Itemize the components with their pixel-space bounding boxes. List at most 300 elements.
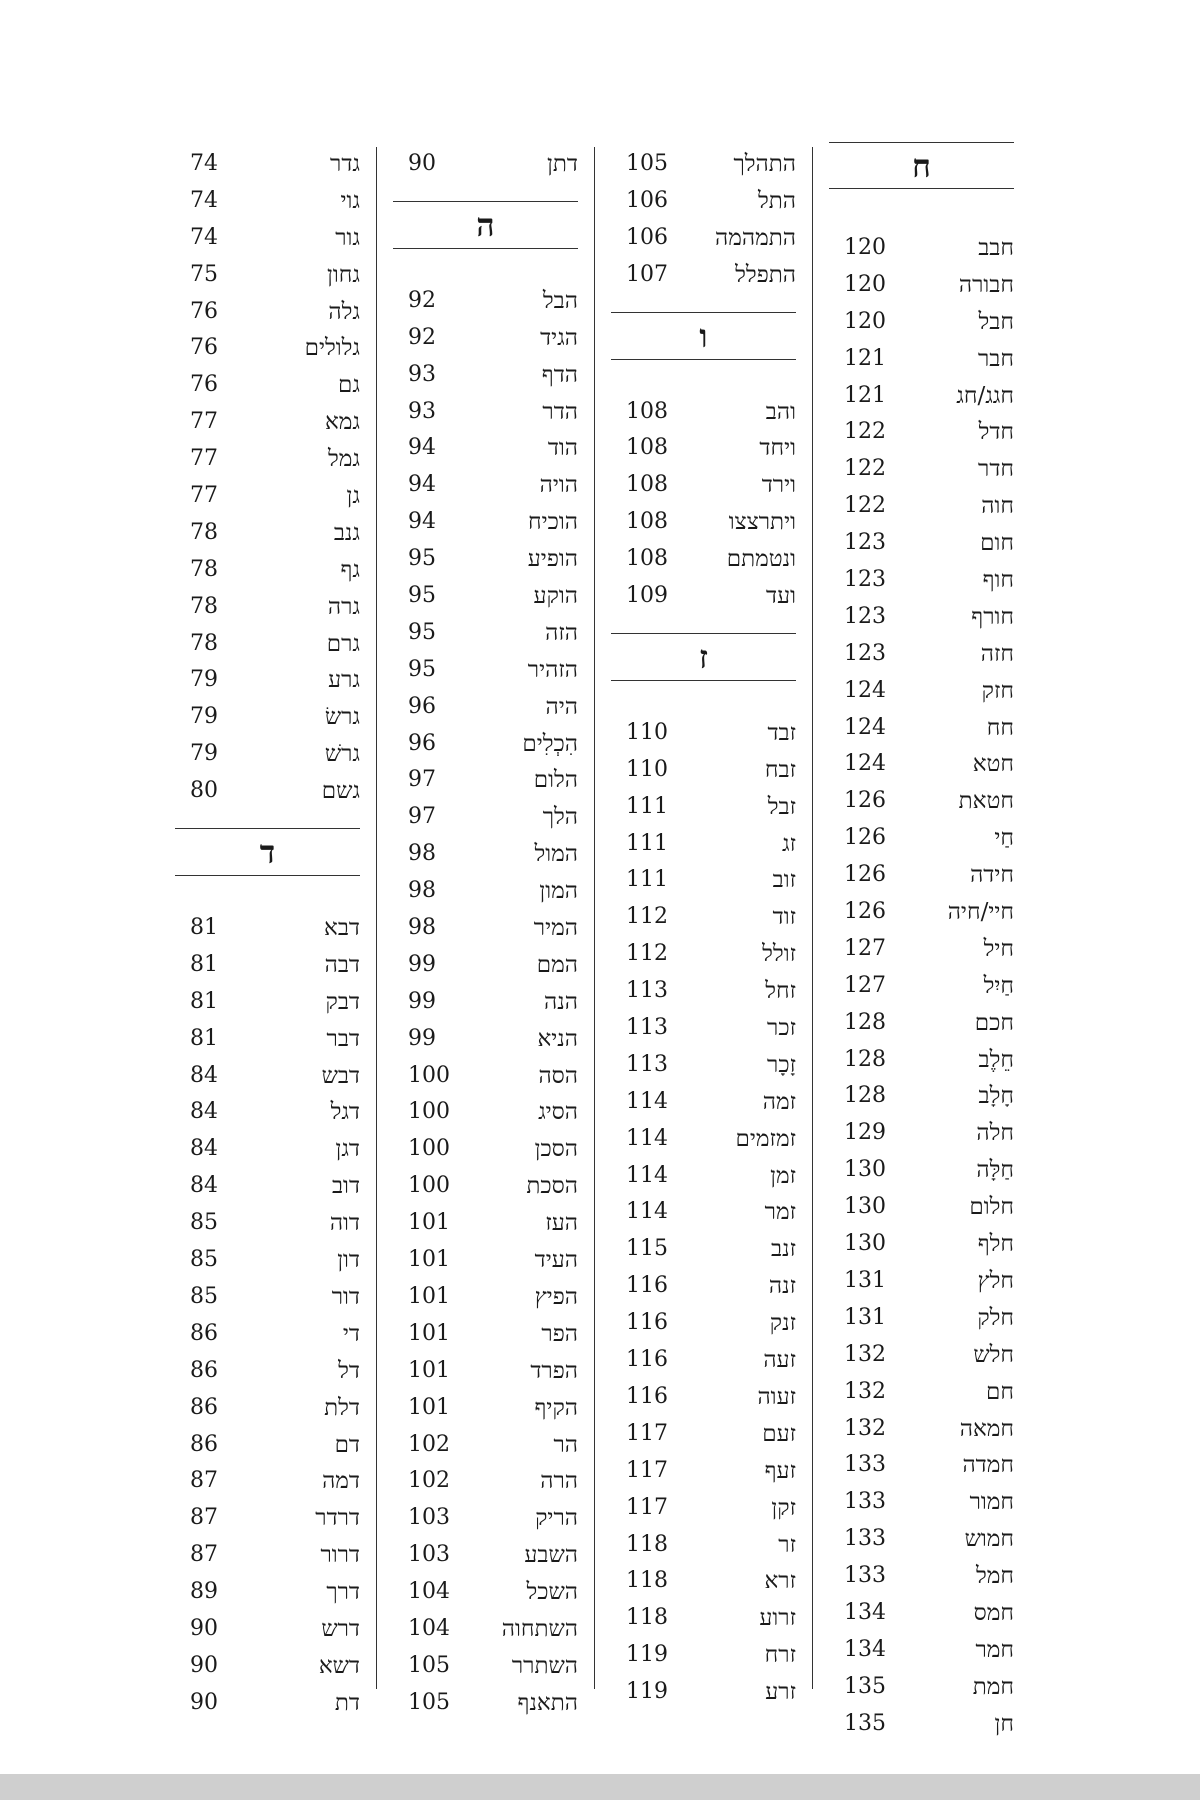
entry-word: חמוש <box>964 1526 1014 1553</box>
entry-page-number: 90 <box>408 151 436 176</box>
entry-word: גנב <box>333 519 360 546</box>
entry-word: המול <box>534 841 578 868</box>
entry-page-number: 87 <box>190 1468 218 1494</box>
entry-word: השכל <box>526 1579 578 1606</box>
entry-page-number: 101 <box>408 1394 450 1420</box>
entry-page-number: 105 <box>408 1689 450 1715</box>
index-entry <box>393 283 578 320</box>
header-rule <box>393 248 578 249</box>
entry-word: חטאת <box>958 788 1014 815</box>
entry-page-number: 84 <box>190 1099 218 1125</box>
index-entry <box>611 862 796 899</box>
entry-page-number: 113 <box>626 1015 668 1041</box>
entry-page-number: 118 <box>626 1568 668 1594</box>
entry-word: זמה <box>762 1088 796 1115</box>
entry-page-number: 108 <box>626 435 668 461</box>
entry-page-number: 90 <box>190 1652 218 1678</box>
index-entry <box>175 1205 360 1242</box>
entry-page-number: 92 <box>408 324 436 350</box>
index-entry <box>175 1574 360 1611</box>
index-entry <box>175 1021 360 1058</box>
entry-page-number: 126 <box>844 899 886 925</box>
entry-page-number: 129 <box>844 1120 886 1146</box>
index-entry <box>393 836 578 873</box>
index-entry <box>175 1058 360 1095</box>
index-entry <box>393 984 578 1021</box>
entry-page-number: 84 <box>190 1136 218 1162</box>
index-entry <box>829 1189 1014 1226</box>
entry-page-number: 78 <box>190 519 218 545</box>
index-entry <box>611 220 796 257</box>
index-entry <box>611 1527 796 1564</box>
index-entry <box>175 1242 360 1279</box>
index-entry <box>829 1447 1014 1484</box>
index-entry <box>829 267 1014 304</box>
entry-word: חמל <box>975 1563 1014 1590</box>
entry-word: וירד <box>761 472 796 499</box>
entry-page-number: 105 <box>626 151 668 176</box>
entry-page-number: 111 <box>626 867 668 893</box>
entry-page-number: 132 <box>844 1341 886 1367</box>
entry-word: זבל <box>767 793 796 820</box>
entry-word: הניא <box>537 1025 578 1052</box>
letter-section-header <box>393 183 578 283</box>
entry-page-number: 103 <box>408 1505 450 1531</box>
index-entry <box>611 1563 796 1600</box>
index-entry <box>175 478 360 515</box>
entry-word: זמן <box>770 1162 796 1189</box>
index-entry <box>393 1611 578 1648</box>
index-entry <box>393 1131 578 1168</box>
entry-word: זג <box>781 830 796 857</box>
entry-word: חלף <box>977 1231 1014 1258</box>
entry-word: גמל <box>328 446 360 473</box>
entry-word: זנק <box>769 1310 796 1337</box>
entry-page-number: 123 <box>844 567 886 593</box>
entry-word: חורף <box>971 603 1014 630</box>
index-entry <box>175 1685 360 1722</box>
index-entry <box>611 467 796 504</box>
entry-page-number: 122 <box>844 493 886 519</box>
index-entry <box>175 257 360 294</box>
entry-page-number: 135 <box>844 1710 886 1736</box>
header-rule <box>175 875 360 876</box>
entry-word: גרע <box>328 667 360 694</box>
entry-page-number: 102 <box>408 1431 450 1457</box>
entry-word: הבל <box>542 287 578 314</box>
entry-page-number: 85 <box>190 1210 218 1236</box>
entry-word: דוה <box>329 1210 360 1237</box>
index-entry <box>829 820 1014 857</box>
header-rule <box>175 828 360 829</box>
entry-page-number: 123 <box>844 640 886 666</box>
index-entry <box>829 1300 1014 1337</box>
index-entry <box>829 1374 1014 1411</box>
entry-word: הגיד <box>540 324 578 351</box>
entry-word: התהלך <box>733 151 796 177</box>
entry-word: דרדר <box>315 1505 360 1532</box>
entry-page-number: 124 <box>844 751 886 777</box>
entry-word: הר <box>553 1431 578 1458</box>
index-entry <box>393 910 578 947</box>
entry-page-number: 117 <box>626 1420 668 1446</box>
index-entry <box>611 1416 796 1453</box>
entry-word: הזה <box>545 619 578 646</box>
index-entry <box>393 1021 578 1058</box>
entry-page-number: 128 <box>844 1046 886 1072</box>
index-entry <box>175 1427 360 1464</box>
index-entry <box>175 294 360 331</box>
index-column-3 <box>611 146 796 1711</box>
entry-word: זעוה <box>757 1383 796 1410</box>
entry-word: הלום <box>533 767 578 794</box>
entry-word: דבר <box>326 1025 360 1052</box>
entry-page-number: 119 <box>626 1679 668 1705</box>
index-entry <box>175 552 360 589</box>
entry-word: חַיִל <box>983 972 1014 999</box>
index-entry <box>829 1669 1014 1706</box>
index-entry <box>829 857 1014 894</box>
entry-page-number: 133 <box>844 1526 886 1552</box>
index-entry <box>175 773 360 810</box>
entry-page-number: 100 <box>408 1136 450 1162</box>
entry-word: חזק <box>981 677 1014 704</box>
entry-word: דרור <box>320 1542 360 1569</box>
entry-page-number: 79 <box>190 704 218 730</box>
entry-page-number: 108 <box>626 398 668 424</box>
entry-word: די <box>342 1320 360 1347</box>
entry-word: המון <box>539 878 578 905</box>
entry-word: הרה <box>540 1468 578 1495</box>
entry-word: חלה <box>976 1120 1014 1147</box>
entry-page-number: 121 <box>844 345 886 371</box>
entry-word: חבל <box>978 308 1014 335</box>
entry-page-number: 93 <box>408 398 436 424</box>
index-entry <box>611 1084 796 1121</box>
entry-word: חבורה <box>958 271 1014 298</box>
index-entry <box>175 220 360 257</box>
entry-word: זבח <box>764 756 796 783</box>
index-entry <box>175 1611 360 1648</box>
entry-page-number: 110 <box>626 719 668 745</box>
index-entry <box>611 1453 796 1490</box>
index-entry <box>175 1168 360 1205</box>
index-entry <box>829 1558 1014 1595</box>
index-entry <box>829 341 1014 378</box>
index-entry <box>393 1390 578 1427</box>
entry-page-number: 76 <box>190 335 218 361</box>
entry-page-number: 130 <box>844 1231 886 1257</box>
index-entry <box>611 789 796 826</box>
entry-word: זעף <box>764 1457 796 1484</box>
index-entry <box>393 357 578 394</box>
index-entry <box>393 467 578 504</box>
index-entry <box>611 1047 796 1084</box>
index-entry <box>611 1600 796 1637</box>
index-entry <box>829 931 1014 968</box>
entry-word: זר <box>778 1531 796 1558</box>
index-entry <box>829 783 1014 820</box>
index-entry <box>393 1353 578 1390</box>
entry-word: זעם <box>762 1420 796 1447</box>
entry-word: חכם <box>974 1009 1014 1036</box>
entry-page-number: 97 <box>408 804 436 830</box>
entry-page-number: 108 <box>626 472 668 498</box>
entry-page-number: 101 <box>408 1283 450 1309</box>
entry-page-number: 101 <box>408 1357 450 1383</box>
index-entry <box>611 430 796 467</box>
entry-word: דמה <box>322 1468 360 1495</box>
letter-section-header <box>829 146 1014 230</box>
entry-word: השבע <box>524 1542 578 1569</box>
entry-page-number: 120 <box>844 308 886 334</box>
entry-word: חמאה <box>959 1415 1014 1442</box>
entry-page-number: 121 <box>844 382 886 408</box>
index-entry <box>175 1648 360 1685</box>
entry-word: דגל <box>330 1099 360 1126</box>
index-entry <box>393 652 578 689</box>
entry-page-number: 87 <box>190 1505 218 1531</box>
entry-word: התפלל <box>735 261 796 288</box>
entry-word: חיל <box>983 935 1014 962</box>
index-entry <box>611 541 796 578</box>
entry-page-number: 128 <box>844 1083 886 1109</box>
entry-page-number: 75 <box>190 261 218 287</box>
index-entry <box>175 662 360 699</box>
entry-word: זוב <box>772 867 796 894</box>
entry-page-number: 81 <box>190 1025 218 1051</box>
letter-section-header <box>175 810 360 910</box>
index-entry <box>393 1537 578 1574</box>
index-entry <box>611 1305 796 1342</box>
index-entry <box>175 699 360 736</box>
entry-page-number: 128 <box>844 1009 886 1035</box>
header-rule <box>829 188 1014 189</box>
index-entry <box>175 515 360 552</box>
index-entry <box>611 394 796 431</box>
header-rule <box>611 680 796 681</box>
entry-page-number: 90 <box>190 1689 218 1715</box>
index-entry <box>175 626 360 663</box>
index-entry <box>611 1674 796 1711</box>
entry-word: דבש <box>321 1062 360 1089</box>
entry-word: זרע <box>765 1679 796 1706</box>
entry-page-number: 120 <box>844 235 886 260</box>
index-entry <box>829 230 1014 267</box>
entry-page-number: 80 <box>190 778 218 804</box>
entry-page-number: 132 <box>844 1415 886 1441</box>
entry-page-number: 111 <box>626 830 668 856</box>
entry-word: גשם <box>321 778 360 805</box>
entry-word: חן <box>994 1710 1014 1737</box>
index-column-4 <box>829 146 1014 1743</box>
entry-page-number: 98 <box>408 915 436 941</box>
entry-word: חיי/חיה <box>947 899 1014 926</box>
entry-page-number: 123 <box>844 530 886 556</box>
entry-page-number: 95 <box>408 619 436 645</box>
column-divider <box>594 147 595 1689</box>
entry-word: הִכְלִים <box>522 730 578 757</box>
letter-section-header <box>611 294 796 394</box>
index-entry <box>829 1078 1014 1115</box>
index-entry <box>393 1427 578 1464</box>
index-entry <box>829 304 1014 341</box>
entry-page-number: 96 <box>408 693 436 719</box>
entry-word: הזהיר <box>527 656 578 683</box>
index-entry <box>829 1115 1014 1152</box>
entry-word: הדר <box>542 398 578 425</box>
entry-page-number: 118 <box>626 1531 668 1557</box>
index-entry <box>829 710 1014 747</box>
index-entry <box>393 1242 578 1279</box>
entry-page-number: 103 <box>408 1542 450 1568</box>
entry-word: דם <box>334 1431 360 1458</box>
section-letter: ד <box>259 833 276 872</box>
entry-page-number: 95 <box>408 583 436 609</box>
entry-page-number: 110 <box>626 756 668 782</box>
entry-word: זרוע <box>759 1605 796 1632</box>
index-entry <box>611 899 796 936</box>
entry-word: חוף <box>982 567 1014 594</box>
entry-word: חדר <box>978 456 1014 483</box>
entry-word: דל <box>338 1357 360 1384</box>
entry-word: דגן <box>335 1136 360 1163</box>
entry-page-number: 107 <box>626 261 668 287</box>
entry-word: חמדה <box>962 1452 1014 1479</box>
entry-word: זולל <box>762 941 796 968</box>
index-entry <box>829 1706 1014 1743</box>
entry-page-number: 100 <box>408 1062 450 1088</box>
index-entry <box>393 1316 578 1353</box>
entry-word: זנה <box>768 1273 796 1300</box>
entry-page-number: 86 <box>190 1394 218 1420</box>
entry-word: הוד <box>547 435 578 462</box>
entry-page-number: 101 <box>408 1247 450 1273</box>
entry-word: הוקע <box>533 583 578 610</box>
index-entry <box>829 1411 1014 1448</box>
entry-page-number: 122 <box>844 456 886 482</box>
entry-page-number: 99 <box>408 951 436 977</box>
entry-word: המיר <box>533 915 578 942</box>
entry-word: זָכָר <box>767 1051 796 1078</box>
index-entry <box>393 799 578 836</box>
entry-word: חָלָב <box>978 1083 1014 1110</box>
entry-word: דשא <box>318 1652 360 1679</box>
index-entry <box>829 378 1014 415</box>
index-entry <box>175 984 360 1021</box>
entry-word: חמת <box>972 1673 1014 1700</box>
entry-word: הריק <box>535 1505 578 1532</box>
section-letter: ז <box>699 637 708 676</box>
bottom-margin-bar <box>0 1774 1200 1800</box>
entry-word: חדל <box>978 419 1014 446</box>
entry-page-number: 120 <box>844 271 886 297</box>
entry-page-number: 118 <box>626 1605 668 1631</box>
entry-page-number: 100 <box>408 1173 450 1199</box>
entry-page-number: 78 <box>190 593 218 619</box>
index-entry <box>393 1463 578 1500</box>
entry-page-number: 135 <box>844 1673 886 1699</box>
entry-word: גדר <box>330 151 360 177</box>
index-entry <box>393 1685 578 1722</box>
index-entry <box>611 1268 796 1305</box>
index-entry <box>393 873 578 910</box>
index-entry <box>829 1521 1014 1558</box>
entry-page-number: 74 <box>190 187 218 213</box>
entry-word: גלה <box>328 298 360 325</box>
index-entry <box>393 541 578 578</box>
entry-word: גרשׂ <box>324 704 360 731</box>
index-entry <box>175 1279 360 1316</box>
index-entry <box>393 1648 578 1685</box>
index-entry <box>829 562 1014 599</box>
index-entry <box>393 1500 578 1537</box>
index-entry <box>175 910 360 947</box>
entry-word: העז <box>545 1210 578 1237</box>
entry-page-number: 114 <box>626 1125 668 1151</box>
index-entry <box>829 636 1014 673</box>
letter-section-header <box>611 615 796 715</box>
index-entry <box>611 146 796 183</box>
index-entry <box>829 1595 1014 1632</box>
index-entry <box>393 1168 578 1205</box>
index-entry <box>393 726 578 763</box>
entry-page-number: 106 <box>626 224 668 250</box>
entry-word: דור <box>331 1283 360 1310</box>
entry-word: הסיג <box>538 1099 578 1126</box>
entry-word: גם <box>338 372 360 399</box>
entry-word: הסכן <box>534 1136 578 1163</box>
entry-word: זמר <box>764 1199 796 1226</box>
entry-word: המם <box>536 951 578 978</box>
entry-page-number: 116 <box>626 1383 668 1409</box>
index-entry <box>393 689 578 726</box>
entry-word: העיד <box>534 1247 578 1274</box>
entry-page-number: 99 <box>408 988 436 1014</box>
header-rule <box>611 633 796 634</box>
entry-word: זכר <box>767 1015 796 1042</box>
entry-word: גף <box>340 556 360 583</box>
entry-page-number: 112 <box>626 941 668 967</box>
entry-page-number: 133 <box>844 1563 886 1589</box>
entry-page-number: 108 <box>626 509 668 535</box>
entry-page-number: 81 <box>190 951 218 977</box>
index-entry <box>393 1205 578 1242</box>
entry-word: הקיף <box>534 1394 578 1421</box>
entry-word: הדף <box>541 361 578 388</box>
entry-word: הנה <box>544 988 578 1015</box>
index-entry <box>611 1121 796 1158</box>
header-rule <box>393 201 578 202</box>
index-entry <box>175 1390 360 1427</box>
entry-page-number: 81 <box>190 915 218 941</box>
index-entry <box>829 525 1014 562</box>
entry-word: זנב <box>771 1236 796 1263</box>
entry-page-number: 78 <box>190 556 218 582</box>
entry-word: הופיע <box>527 546 578 573</box>
index-entry <box>175 330 360 367</box>
entry-page-number: 77 <box>190 446 218 472</box>
index-entry <box>829 1152 1014 1189</box>
entry-page-number: 132 <box>844 1378 886 1404</box>
index-entry <box>829 746 1014 783</box>
entry-word: זרח <box>764 1642 796 1669</box>
index-entry <box>829 1042 1014 1079</box>
entry-word: זמזמים <box>735 1125 796 1152</box>
index-entry <box>829 1484 1014 1521</box>
index-entry <box>829 1337 1014 1374</box>
header-rule <box>611 312 796 313</box>
